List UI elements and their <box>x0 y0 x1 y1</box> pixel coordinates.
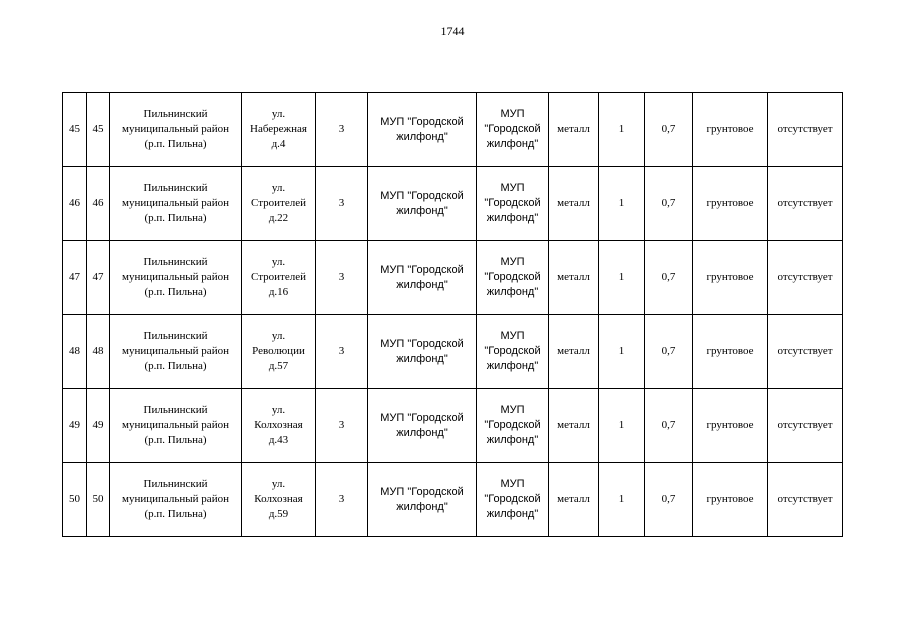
row-index-cell: 47 <box>87 241 110 315</box>
containers-cell: 1 <box>599 167 645 241</box>
table-row <box>63 389 843 463</box>
material-cell: металл <box>549 241 599 315</box>
address-cell-line: ул. <box>271 108 286 120</box>
address-cell-line: Революции <box>252 345 305 357</box>
owner-cell <box>368 167 477 241</box>
operator-cell <box>477 93 549 167</box>
row-number-cell: 49 <box>63 389 87 463</box>
address-cell-line: Строителей <box>251 271 306 283</box>
row-number-cell: 50 <box>63 463 87 537</box>
operator-cell-line: "Городской <box>484 345 541 357</box>
operator-cell <box>477 241 549 315</box>
operator-cell-line: жилфонд" <box>486 212 539 224</box>
registry-table <box>62 92 843 537</box>
row-number-cell: 45 <box>63 93 87 167</box>
operator-cell-line: МУП <box>500 256 525 268</box>
material-cell: металл <box>549 167 599 241</box>
address-cell <box>242 463 316 537</box>
district-cell <box>110 167 242 241</box>
containers-cell: 1 <box>599 241 645 315</box>
address-cell-line: д.4 <box>271 138 286 150</box>
count-cell: 3 <box>316 167 368 241</box>
material-cell: металл <box>549 315 599 389</box>
table-row <box>63 167 843 241</box>
owner-cell-line: жилфонд" <box>396 352 448 365</box>
address-cell <box>242 93 316 167</box>
operator-cell-line: МУП <box>500 182 525 194</box>
volume-cell: 0,7 <box>645 167 693 241</box>
count-cell: 3 <box>316 241 368 315</box>
address-cell-line: ул. <box>271 330 286 342</box>
operator-cell-line: "Городской <box>484 197 541 209</box>
operator-cell-line: "Городской <box>484 271 541 283</box>
row-index-cell: 45 <box>87 93 110 167</box>
material-cell: металл <box>549 93 599 167</box>
surface-cell: грунтовое <box>693 167 768 241</box>
address-cell-line: д.43 <box>268 434 289 446</box>
operator-cell <box>477 463 549 537</box>
owner-cell <box>368 241 477 315</box>
district-cell-line: муниципальный район <box>122 345 229 357</box>
district-cell-line: муниципальный район <box>122 123 229 135</box>
address-cell-line: Колхозная <box>254 493 303 505</box>
district-cell-line: (р.п. Пильна) <box>144 212 207 224</box>
district-cell <box>110 241 242 315</box>
owner-cell-line: МУП "Городской <box>380 263 464 276</box>
address-cell <box>242 167 316 241</box>
owner-cell-line: МУП "Городской <box>380 411 464 424</box>
table-row <box>63 241 843 315</box>
owner-cell <box>368 315 477 389</box>
address-cell-line: Колхозная <box>254 419 303 431</box>
address-cell <box>242 241 316 315</box>
count-cell: 3 <box>316 315 368 389</box>
fence-cell: отсутствует <box>768 389 843 463</box>
volume-cell: 0,7 <box>645 93 693 167</box>
operator-cell-line: жилфонд" <box>486 360 539 372</box>
count-cell: 3 <box>316 463 368 537</box>
operator-cell <box>477 389 549 463</box>
fence-cell: отсутствует <box>768 93 843 167</box>
operator-cell-line: жилфонд" <box>486 286 539 298</box>
district-cell-line: (р.п. Пильна) <box>144 508 207 520</box>
address-cell-line: д.59 <box>268 508 289 520</box>
district-cell-line: муниципальный район <box>122 419 229 431</box>
owner-cell <box>368 93 477 167</box>
address-cell <box>242 389 316 463</box>
district-cell <box>110 463 242 537</box>
containers-cell: 1 <box>599 315 645 389</box>
row-number-cell: 48 <box>63 315 87 389</box>
row-index-cell: 49 <box>87 389 110 463</box>
surface-cell: грунтовое <box>693 315 768 389</box>
owner-cell <box>368 389 477 463</box>
address-cell-line: ул. <box>271 478 286 490</box>
operator-cell-line: МУП <box>500 404 525 416</box>
district-cell-line: Пильнинский <box>143 182 208 194</box>
district-cell-line: Пильнинский <box>143 330 208 342</box>
district-cell-line: (р.п. Пильна) <box>144 286 207 298</box>
table-row <box>63 315 843 389</box>
operator-cell-line: МУП <box>500 478 525 490</box>
owner-cell-line: жилфонд" <box>396 204 448 217</box>
operator-cell-line: "Городской <box>484 123 541 135</box>
count-cell: 3 <box>316 389 368 463</box>
operator-cell-line: МУП <box>500 108 525 120</box>
owner-cell-line: жилфонд" <box>396 426 448 439</box>
page-number: 1744 <box>440 24 465 38</box>
table-row <box>63 463 843 537</box>
district-cell-line: (р.п. Пильна) <box>144 360 207 372</box>
owner-cell-line: МУП "Городской <box>380 115 464 128</box>
owner-cell-line: жилфонд" <box>396 500 448 513</box>
row-index-cell: 48 <box>87 315 110 389</box>
operator-cell-line: жилфонд" <box>486 508 539 520</box>
owner-cell-line: жилфонд" <box>396 130 448 143</box>
containers-cell: 1 <box>599 389 645 463</box>
table-row <box>63 93 843 167</box>
fence-cell: отсутствует <box>768 167 843 241</box>
address-cell-line: ул. <box>271 256 286 268</box>
count-cell: 3 <box>316 93 368 167</box>
volume-cell: 0,7 <box>645 315 693 389</box>
operator-cell-line: "Городской <box>484 493 541 505</box>
material-cell: металл <box>549 463 599 537</box>
operator-cell-line: жилфонд" <box>486 138 539 150</box>
district-cell <box>110 315 242 389</box>
owner-cell <box>368 463 477 537</box>
owner-cell-line: МУП "Городской <box>380 189 464 202</box>
row-number-cell: 47 <box>63 241 87 315</box>
surface-cell: грунтовое <box>693 241 768 315</box>
operator-cell <box>477 315 549 389</box>
address-cell-line: д.16 <box>268 286 289 298</box>
address-cell-line: ул. <box>271 404 286 416</box>
volume-cell: 0,7 <box>645 241 693 315</box>
address-cell-line: д.57 <box>268 360 289 372</box>
district-cell-line: муниципальный район <box>122 271 229 283</box>
owner-cell-line: МУП "Городской <box>380 337 464 350</box>
volume-cell: 0,7 <box>645 463 693 537</box>
district-cell <box>110 93 242 167</box>
address-cell-line: Строителей <box>251 197 306 209</box>
operator-cell-line: "Городской <box>484 419 541 431</box>
containers-cell: 1 <box>599 93 645 167</box>
registry-body <box>63 93 843 537</box>
owner-cell-line: жилфонд" <box>396 278 448 291</box>
district-cell-line: муниципальный район <box>122 197 229 209</box>
fence-cell: отсутствует <box>768 315 843 389</box>
surface-cell: грунтовое <box>693 389 768 463</box>
district-cell-line: Пильнинский <box>143 404 208 416</box>
fence-cell: отсутствует <box>768 463 843 537</box>
district-cell-line: (р.п. Пильна) <box>144 434 207 446</box>
address-cell <box>242 315 316 389</box>
district-cell-line: Пильнинский <box>143 108 208 120</box>
material-cell: металл <box>549 389 599 463</box>
district-cell-line: Пильнинский <box>143 256 208 268</box>
surface-cell: грунтовое <box>693 93 768 167</box>
surface-cell: грунтовое <box>693 463 768 537</box>
operator-cell-line: жилфонд" <box>486 434 539 446</box>
owner-cell-line: МУП "Городской <box>380 485 464 498</box>
address-cell-line: д.22 <box>268 212 289 224</box>
district-cell-line: (р.п. Пильна) <box>144 138 207 150</box>
row-index-cell: 50 <box>87 463 110 537</box>
address-cell-line: Набережная <box>250 123 307 135</box>
fence-cell: отсутствует <box>768 241 843 315</box>
operator-cell <box>477 167 549 241</box>
district-cell-line: муниципальный район <box>122 493 229 505</box>
district-cell <box>110 389 242 463</box>
volume-cell: 0,7 <box>645 389 693 463</box>
operator-cell-line: МУП <box>500 330 525 342</box>
address-cell-line: ул. <box>271 182 286 194</box>
district-cell-line: Пильнинский <box>143 478 208 490</box>
containers-cell: 1 <box>599 463 645 537</box>
row-index-cell: 46 <box>87 167 110 241</box>
row-number-cell: 46 <box>63 167 87 241</box>
